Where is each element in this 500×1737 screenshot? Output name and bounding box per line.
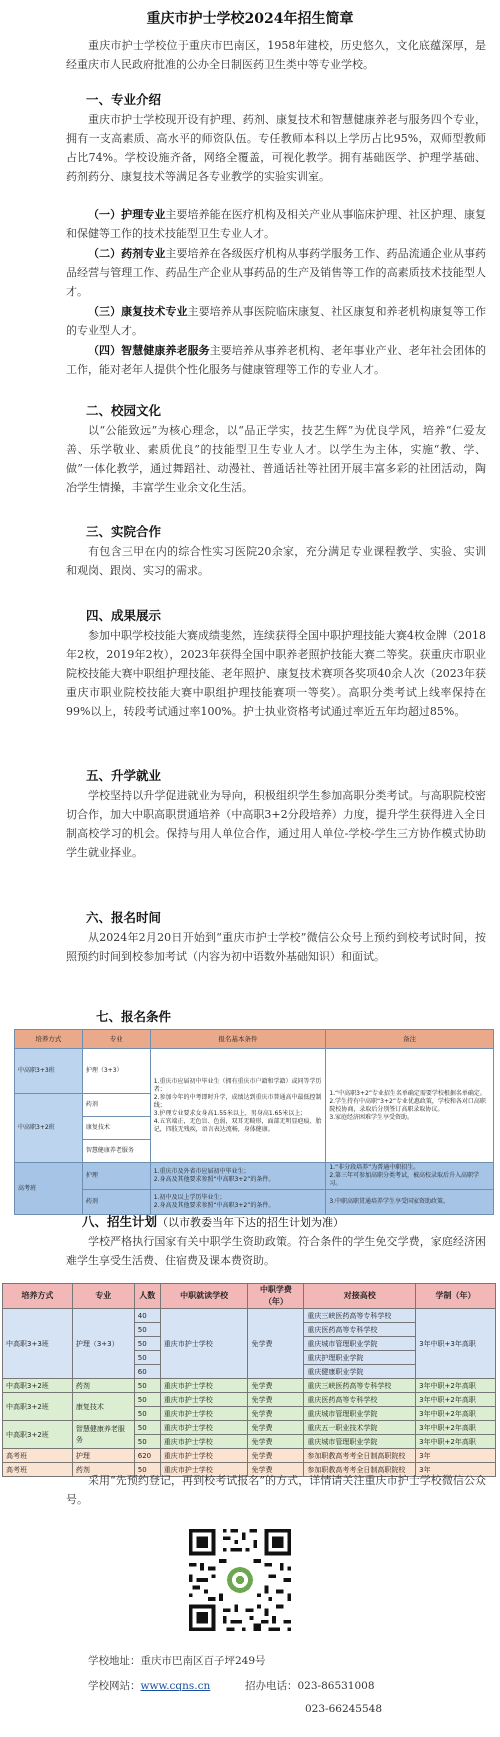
cell-mode: 高考班 [3, 1463, 73, 1477]
col-header: 中职就读学校 [160, 1284, 248, 1309]
table-row [3, 1393, 496, 1407]
employment-paragraph: 学校坚持以升学促进就业为导向，积极组织学生参加高职分类考试。与高职院校密切合作，加大中职高职贯通培养（中高职3+2分段培养）力度，提升学生获得进入全日制高校学习的机会。保持与用人单位合作，通过用人单位-学校-学生三方协作模式协助学生就业择业。 [66, 789, 486, 859]
cell-fee: 免学费 [248, 1463, 304, 1477]
cell-school: 重庆市护士学校 [160, 1407, 248, 1421]
cell-conditions: 1.重庆市应届初中毕业生（拥有重庆市户籍和学籍）或同等学历者； 2.参加今年的中考即时升学，成绩达到重庆市普通高中最低控制线； 3.护理专业要求女身高1.55米以上，男身高1.65米以上； 4.五官端正，无色盲、色弱，双耳无畸形，面部无明显疤痕、胎记，四肢无残疾，语言表达流畅，身体健康。 [150, 1049, 326, 1163]
school-website-link[interactable]: www.cqns.cn [140, 1680, 211, 1692]
cell-uni: 重庆护理职业学院 [304, 1351, 416, 1365]
cell-school: 重庆市护士学校 [160, 1449, 248, 1463]
wechat-qr-code-icon[interactable] [185, 1525, 295, 1635]
cell-major: 药剂 [82, 1190, 150, 1215]
section-heading-employment: 五、升学就业 [86, 768, 162, 783]
col-header: 专业 [72, 1284, 134, 1309]
cell-num: 40 [134, 1309, 160, 1323]
cell-uni: 重庆三峡医药高等专科学校 [304, 1309, 416, 1323]
cell-notes: 1.“中高职3+2”专业招生名单确定需要学校根据名单确定。 2.学生持有中高职“3+2”专业优惠政策，学校和各对口高职院校协商，录取后分别签订高职录取协议。 3.家庭经济困难学生享受资助。 [326, 1049, 494, 1163]
cell-conditions: 1.重庆市及外省市应届初中毕业生； 2.身高及其他要求参照“中高职3+2”的条件。 [150, 1163, 326, 1190]
cell-num: 620 [134, 1449, 160, 1463]
cell-school: 重庆市护士学校 [160, 1309, 248, 1379]
table-row [3, 1309, 496, 1323]
cell-school: 重庆市护士学校 [160, 1421, 248, 1435]
major-rehab: （三）康复技术专业主要培养从事医院临床康复、社区康复和养老机构康复等工作的专业型人才。 [66, 305, 486, 337]
cell-school: 重庆市护士学校 [160, 1463, 248, 1477]
cell-num: 50 [134, 1463, 160, 1477]
major-nursing: （一）护理专业主要培养能在医疗机构及相关产业从事临床护理、社区护理、康复和保健等工作的技术技能型卫生专业人才。 [66, 208, 487, 240]
cell-school: 重庆市护士学校 [160, 1393, 248, 1407]
cell-num: 50 [134, 1407, 160, 1421]
cell-num: 60 [134, 1365, 160, 1379]
plan-paragraph: 学校严格执行国家有关中职学生资助政策。符合条件的学生免交学费，家庭经济困难学生享受生活费、住宿费及课本费资助。 [66, 1235, 486, 1267]
major-pharmacy: （二）药剂专业主要培养在各级医疗机构从事药学服务工作、药品流通企业从事药品经营与管理工作、药品生产企业从事药品的生产及销售等工作的高素质技术技能型人才。 [66, 247, 487, 298]
col-header: 对接高校 [304, 1284, 416, 1309]
cell-fee: 免学费 [248, 1379, 304, 1393]
col-header: 培养方式 [15, 1030, 83, 1049]
cell-major: 护理 [82, 1163, 150, 1190]
requirements-table [14, 1029, 494, 1215]
cell-major: 药剂 [72, 1379, 134, 1393]
table-row [3, 1379, 496, 1393]
section-heading-requirements: 七、报名条件 [96, 1009, 172, 1024]
cell-length: 3年中职+3年高职 [416, 1309, 496, 1379]
cell-notes: 1.“非分段培养”为普通中职招生。 2.第三年可参加高职分类考试，被高校录取后升入高职学习。 [326, 1163, 494, 1190]
cell-school: 重庆市护士学校 [160, 1435, 248, 1449]
cell-length: 3年 [416, 1463, 496, 1477]
culture-paragraph: 以“公能致远”为核心理念，以“品正学实，技艺生辉”为优良学风，培养“仁爱友善、乐学敬业、素质优良”的技能型卫生专业人才。以学生为主体，实施“教、学、做”一体化教学，通过舞蹈社、动漫社、普通话社等社团开展丰富多彩的社团活动，陶冶学生情操，丰富学生业余文化生活。 [66, 424, 486, 494]
cell-mode: 中高职3+3班 [3, 1309, 73, 1379]
col-header: 中职学费（年） [248, 1284, 304, 1309]
cell-major: 护理 [72, 1449, 134, 1463]
cell-mode: 中高职3+2班 [15, 1094, 83, 1163]
cell-num: 50 [134, 1351, 160, 1365]
cell-notes: 3.中职高职贯通培养学生享受国家资助政策。 [326, 1190, 494, 1215]
col-header: 专业 [82, 1030, 150, 1049]
cell-num: 50 [134, 1379, 160, 1393]
cell-mode: 高考班 [15, 1163, 83, 1215]
cell-major: 康复技术 [72, 1393, 134, 1421]
majors-paragraph: 重庆市护士学校现开设有护理、药剂、康复技术和智慧健康养老与服务四个专业，拥有一支高素质、高水平的师资队伍。专任教师本科以上学历占比95%，双师型教师占比74%。学校设施齐备，网络全覆盖，可视化教学。拥有基础医学、护理学基础、药剂药分、康复技术等满足各专业教学的实验实训室。 [66, 113, 486, 183]
table-row [3, 1449, 496, 1463]
achievements-paragraph: 参加中职学校技能大赛成绩斐然，连续获得全国中职护理技能大赛4枚金牌（2018年2枚，2019年2枚），2023年获得全国中职养老照护技能大赛二等奖。获重庆市职业院校技能大赛中职组护理技能、老年照护、康复技术赛项各奖项40余人次（2023年获重庆市职业院校技能大赛中职组护理技能赛项一等奖）。高职分类考试上线率保持在99%以上，转段考试通过率100%。护士执业资格考试通过率近五年均超过85%。 [66, 629, 486, 718]
table-row [15, 1163, 494, 1190]
cell-length: 3年中职+2年高职 [416, 1421, 496, 1435]
cell-num: 50 [134, 1421, 160, 1435]
table-row [3, 1421, 496, 1435]
cell-school: 重庆市护士学校 [160, 1379, 248, 1393]
col-header: 人数 [134, 1284, 160, 1309]
footer-phone-2: 023-66245548 [305, 1703, 383, 1715]
section-heading-registration-time: 六、报名时间 [86, 910, 162, 925]
table-header-row [3, 1284, 496, 1309]
section-heading-achievements: 四、成果展示 [86, 608, 162, 623]
cell-major: 药剂 [72, 1463, 134, 1477]
cell-major: 智慧健康养老服务 [72, 1421, 134, 1449]
section-heading-plan: 八、招生计划（以市教委当年下达的招生计划为准） [82, 1214, 345, 1229]
cell-mode: 中高职3+2班 [3, 1379, 73, 1393]
cell-mode: 高考班 [3, 1449, 73, 1463]
table-row [15, 1049, 494, 1094]
page-title: 重庆市护士学校2024年招生简章 [146, 11, 354, 27]
cell-length: 3年中职+2年高职 [416, 1393, 496, 1407]
footer-phone: 招办电话：023-86531008 [245, 1680, 375, 1692]
section-heading-cooperation: 三、实院合作 [86, 524, 162, 539]
cell-uni: 重庆城市管理职业学院 [304, 1407, 416, 1421]
cell-length: 3年 [416, 1449, 496, 1463]
cell-fee: 免学费 [248, 1393, 304, 1407]
cell-fee: 免学费 [248, 1407, 304, 1421]
cell-uni: 参加职教高考考全日制高职院校 [304, 1449, 416, 1463]
cell-uni: 重庆城市管理职业学院 [304, 1435, 416, 1449]
cell-major: 护理（3+3） [82, 1049, 150, 1094]
major-elderly-care: （四）智慧健康养老服务主要培养从事养老机构、老年事业产业、老年社会团体的工作，能对老年人提供个性化服务与健康管理等工作的专业人才。 [66, 344, 487, 376]
cell-length: 3年中职+2年高职 [416, 1407, 496, 1421]
footer-website: 学校网站：www.cqns.cn [88, 1680, 211, 1692]
cell-num: 50 [134, 1393, 160, 1407]
section-heading-majors: 一、专业介绍 [86, 92, 162, 107]
cell-fee: 免学费 [248, 1309, 304, 1379]
footer-address: 学校地址：重庆市巴南区百子坪249号 [88, 1655, 266, 1667]
cell-mode: 中高职3+3班 [15, 1049, 83, 1094]
cell-fee: 免学费 [248, 1421, 304, 1435]
cell-major: 护理（3+3） [72, 1309, 134, 1379]
cell-length: 3年中职+2年高职 [416, 1435, 496, 1449]
section-heading-culture: 二、校园文化 [86, 403, 162, 418]
cell-uni: 参加职教高考考全日制高职院校 [304, 1463, 416, 1477]
cell-uni: 重庆城市管理职业学院 [304, 1337, 416, 1351]
cell-fee: 免学费 [248, 1435, 304, 1449]
cell-num: 50 [134, 1337, 160, 1351]
closing-paragraph: 采用“先预约登记，再到校考试报名”的方式，详情请关注重庆市护士学校微信公众号。 [66, 1474, 486, 1506]
cell-uni: 重庆医药高等专科学校 [304, 1393, 416, 1407]
col-header: 备注 [326, 1030, 494, 1049]
cell-mode: 中高职3+2班 [3, 1421, 73, 1449]
cell-num: 50 [134, 1435, 160, 1449]
cell-length: 3年中职+2年高职 [416, 1379, 496, 1393]
enrollment-plan-table [2, 1283, 496, 1477]
table-row [15, 1190, 494, 1215]
cell-uni: 重庆五一职业技术学院 [304, 1421, 416, 1435]
cell-conditions: 1.初中及以上学历毕业生； 2.身高及其他要求参照“中高职3+2”的条件。 [150, 1190, 326, 1215]
cell-major: 智慧健康养老服务 [82, 1140, 150, 1163]
cell-uni: 重庆三峡医药高等专科学校 [304, 1379, 416, 1393]
cell-uni: 重庆健康职业学院 [304, 1365, 416, 1379]
cell-major: 药剂 [82, 1094, 150, 1117]
col-header: 报名基本条件 [150, 1030, 326, 1049]
registration-time-paragraph: 从2024年2月20日开始到“重庆市护士学校”微信公众号上预约到校考试时间，按照预约时间到校参加考试（内容为初中语数外基础知识）和面试。 [66, 931, 486, 963]
cell-major: 康复技术 [82, 1117, 150, 1140]
cell-num: 50 [134, 1323, 160, 1337]
col-header: 培养方式 [3, 1284, 73, 1309]
cell-uni: 重庆医药高等专科学校 [304, 1323, 416, 1337]
cell-mode: 中高职3+2班 [3, 1393, 73, 1421]
cell-fee: 免学费 [248, 1449, 304, 1463]
col-header: 学制（年） [416, 1284, 496, 1309]
cooperation-paragraph: 有包含三甲在内的综合性实习医院20余家，充分满足专业课程教学、实验、实训和观岗、跟岗、实习的需求。 [66, 545, 486, 577]
intro-paragraph: 重庆市护士学校位于重庆市巴南区，1958年建校，历史悠久，文化底蕴深厚，是经重庆市人民政府批准的公办全日制医药卫生类中等专业学校。 [66, 39, 486, 71]
table-header-row [15, 1030, 494, 1049]
